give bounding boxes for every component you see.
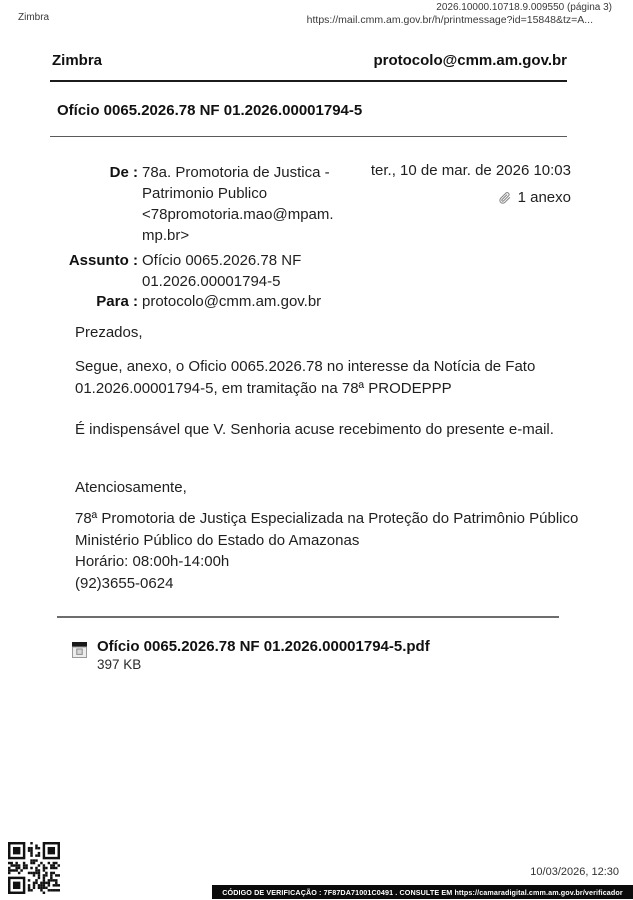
print-app-label: Zimbra (18, 12, 50, 23)
message-subject-title: Ofício 0065.2026.78 NF 01.2026.00001794-5 (57, 102, 363, 119)
pdf-file-icon (71, 641, 88, 664)
zimbra-title: Zimbra (52, 52, 103, 69)
print-source-url: https://mail.cmm.am.gov.br/h/printmessage?id=15848&tz=A... (306, 14, 593, 26)
body-closing: Atenciosamente, (75, 479, 187, 496)
verification-bar (212, 885, 633, 899)
attachment-count: 1 anexo (517, 189, 571, 206)
body-greeting: Prezados, (75, 324, 143, 341)
subject-value: Ofício 0065.2026.78 NF 01.2026.00001794-5 (142, 252, 302, 290)
from-value: 78a. Promotoria de Justica - Patrimonio Publico <78promotoria.mao@mpam.mp.br> (142, 164, 334, 244)
to-value: protocolo@cmm.am.gov.br (142, 293, 322, 310)
attachment-filename[interactable]: Ofício 0065.2026.78 NF 01.2026.00001794-5.pdf (97, 638, 430, 655)
subject-divider (50, 136, 567, 137)
print-doc-reference: 2026.10000.10718.9.009550 (página 3) (436, 2, 612, 13)
footer-timestamp: 10/03/2026, 12:30 (530, 866, 619, 878)
header-divider (50, 80, 567, 82)
body-paragraph-2: É indispensável que V. Senhoria acuse recebimento do presente e-mail. (75, 421, 554, 438)
attachment-divider (57, 616, 559, 618)
signature-line: Horário: 08:00h-14:00h (75, 553, 230, 570)
body-paragraph-1: Segue, anexo, o Oficio 0065.2026.78 no interesse da Notícia de Fato 01.2026.00001794-5, em tramitação na 78ª PRODEPPP (75, 358, 536, 397)
signature-block (75, 508, 590, 594)
account-email: protocolo@cmm.am.gov.br (373, 52, 567, 69)
paperclip-icon (498, 191, 512, 205)
verification-text: CÓDIGO DE VERIFICAÇÃO : 7F87DA71001C0491 . CONSULTE EM https://camaradigital.cmm.am.gov.br/verificador (222, 887, 623, 897)
attachment-size: 397 KB (97, 657, 142, 672)
from-label: De : (109, 164, 138, 181)
subject-label: Assunto : (68, 252, 138, 269)
signature-line: 78ª Promotoria de Justiça Especializada na Proteção do Patrimônio Público (75, 510, 579, 527)
attachment-count-row (498, 189, 571, 206)
to-label: Para : (96, 293, 138, 310)
message-date: ter., 10 de mar. de 2026 10:03 (370, 162, 571, 179)
qr-code (8, 842, 60, 895)
signature-line: (92)3655-0624 (75, 574, 174, 592)
signature-line: Ministério Público do Estado do Amazonas (75, 531, 360, 549)
